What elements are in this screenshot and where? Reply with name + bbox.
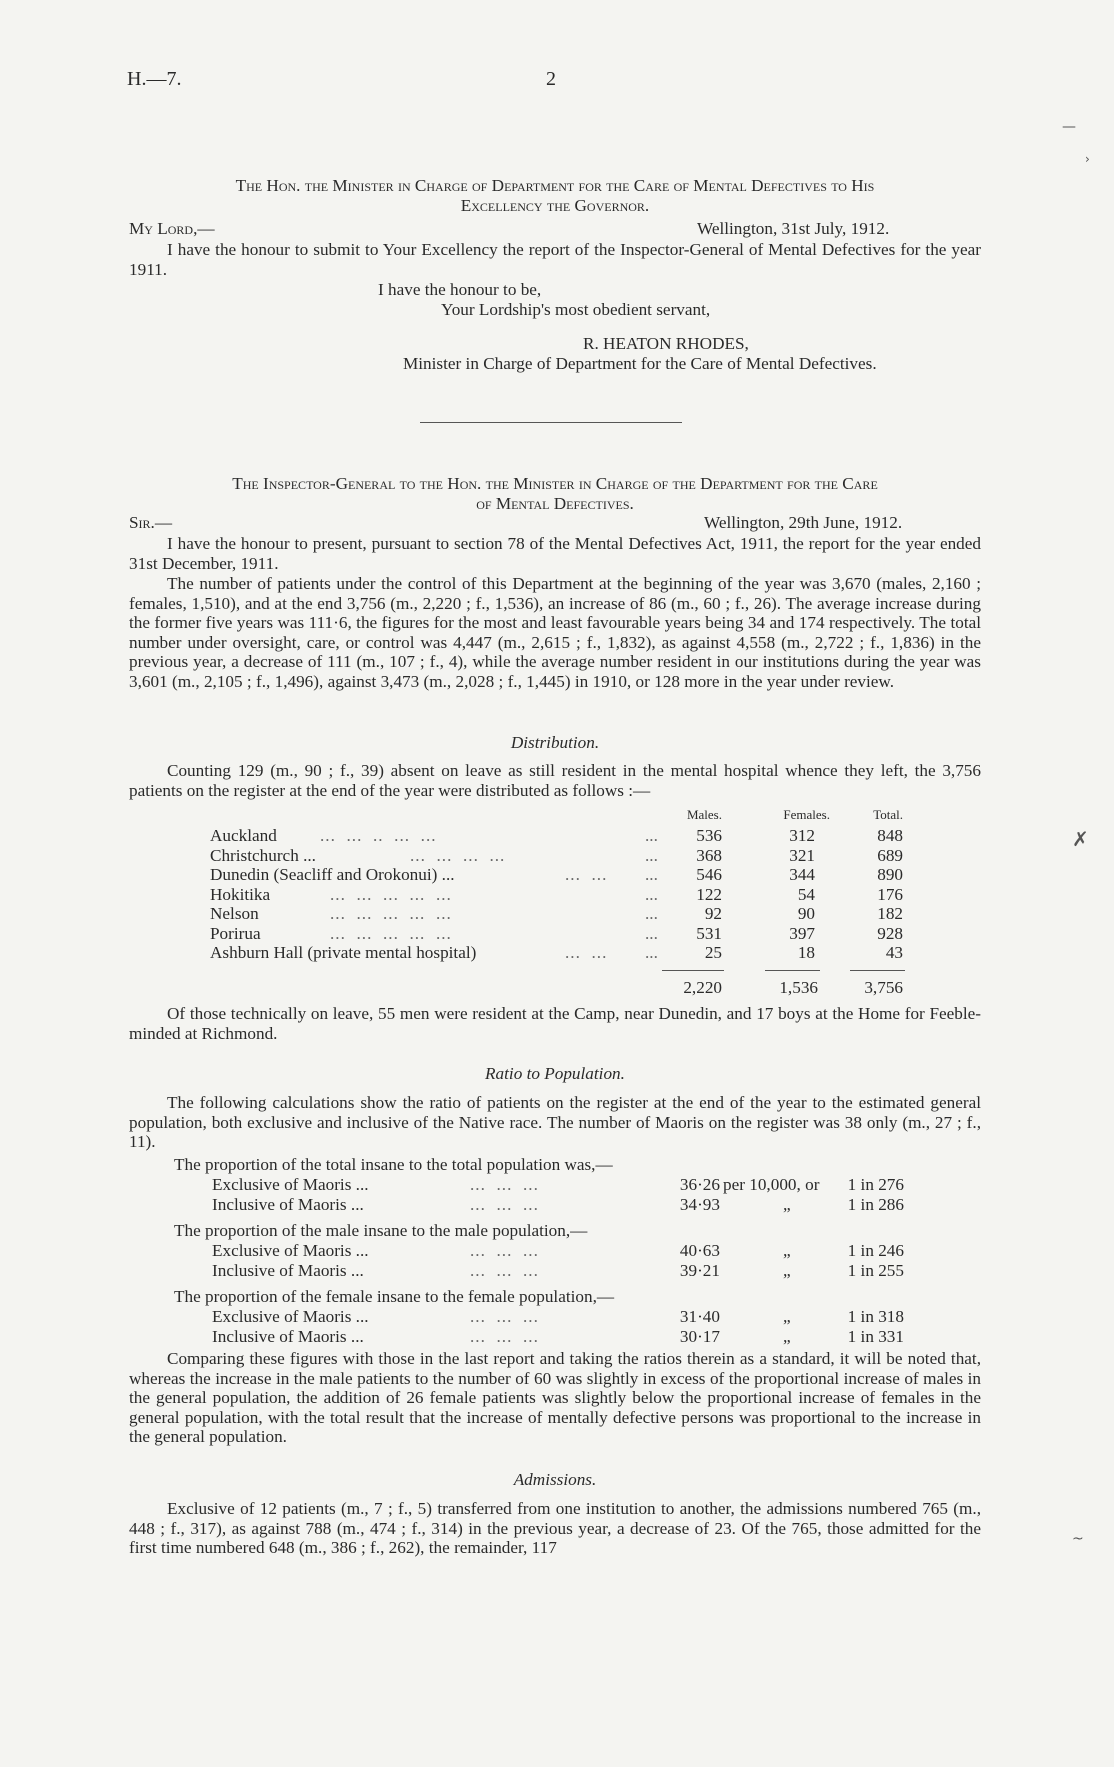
ratio-group-title: The proportion of the female insane to the female population,— xyxy=(174,1287,615,1306)
total-cell: 182 xyxy=(877,904,903,923)
scan-mark: — xyxy=(1062,119,1076,135)
section-heading: Ratio to Population. xyxy=(485,1064,625,1083)
place-date: Wellington, 31st July, 1912. xyxy=(697,219,890,238)
ratio-value: 30·17 xyxy=(679,1327,720,1346)
row-leader: ... xyxy=(645,826,658,845)
females-total: 1,536 xyxy=(779,978,818,997)
males-cell: 536 xyxy=(696,826,722,845)
ratio-per: „ xyxy=(783,1241,791,1260)
row-leader: ... ... ... ... ... xyxy=(330,885,452,904)
ratio-one-in: 1 in 331 xyxy=(847,1327,904,1346)
total-cell: 890 xyxy=(877,865,903,884)
column-header: Females. xyxy=(783,807,830,822)
females-cell: 344 xyxy=(789,865,815,884)
ratio-value: 40·63 xyxy=(679,1241,720,1260)
paragraph: The following calculations show the ratio of patients on the register at the end of the year to the estimated general population, both exclusive and inclusive of the Native race. The number of Maoris on the register was 38 only (m., 27 ; f., 11). xyxy=(129,1093,981,1152)
grand-total: 3,756 xyxy=(864,978,903,997)
ratio-per: per 10,000, or xyxy=(723,1175,820,1194)
males-cell: 368 xyxy=(696,846,722,865)
total-cell: 176 xyxy=(877,885,903,904)
ratio-one-in: 1 in 286 xyxy=(847,1195,904,1214)
ratio-one-in: 1 in 246 xyxy=(847,1241,904,1260)
ratio-one-in: 1 in 318 xyxy=(847,1307,904,1326)
males-cell: 92 xyxy=(704,904,722,923)
place-date: Wellington, 29th June, 1912. xyxy=(704,513,903,532)
ratio-label: Inclusive of Maoris ... xyxy=(212,1195,364,1214)
letter-heading-line: The Inspector-General to the Hon. the Minister in Charge of the Department for the Care xyxy=(232,474,878,493)
ratio-label: Exclusive of Maoris ... xyxy=(212,1307,369,1326)
females-cell: 90 xyxy=(797,904,815,923)
ratio-per: „ xyxy=(783,1307,791,1326)
row-label: Ashburn Hall (private mental hospital) xyxy=(210,943,477,962)
ratio-value: 39·21 xyxy=(679,1261,720,1280)
row-leader: ... ... ... ... ... xyxy=(330,924,452,943)
page-number: 2 xyxy=(546,68,556,90)
row-leader: ... ... ... xyxy=(470,1261,539,1280)
row-leader: ... ... ... xyxy=(470,1175,539,1194)
ratio-per: „ xyxy=(783,1195,791,1214)
males-cell: 531 xyxy=(696,924,722,943)
column-header: Males. xyxy=(686,807,722,822)
ratio-label: Inclusive of Maoris ... xyxy=(212,1261,364,1280)
document-reference: H.—7. xyxy=(127,68,182,90)
row-label: Nelson xyxy=(210,904,259,923)
letter-heading-line: Excellency the Governor. xyxy=(460,195,650,215)
total-rule xyxy=(662,970,724,971)
salutation: Sir.— xyxy=(129,513,173,532)
total-cell: 848 xyxy=(877,826,903,845)
ratio-value: 34·93 xyxy=(679,1195,720,1214)
letter-body: I have the honour to submit to Your Excellency the report of the Inspector-General of Mental Defectives for the year 1911. xyxy=(129,240,981,279)
row-leader: ... ... .. ... ... xyxy=(320,826,437,845)
row-leader: ... xyxy=(645,924,658,943)
row-leader: ... xyxy=(645,943,658,962)
males-cell: 25 xyxy=(704,943,722,962)
ratio-per: „ xyxy=(783,1261,791,1280)
row-label: Dunedin (Seacliff and Orokonui) ... xyxy=(210,865,455,884)
row-leader: ... ... ... ... xyxy=(410,846,506,865)
paragraph: Of those technically on leave, 55 men were resident at the Camp, near Dunedin, and 17 boys at the Home for Feeble-minded at Richmond. xyxy=(129,1004,981,1043)
column-header: Total. xyxy=(873,807,903,822)
section-heading: Admissions. xyxy=(513,1470,597,1489)
letter-heading-line: The Hon. the Minister in Charge of Department for the Care of Mental Defectives to His xyxy=(235,176,875,195)
scan-mark: › xyxy=(1085,152,1090,166)
paragraph: Exclusive of 12 patients (m., 7 ; f., 5) transferred from one institution to another, the admissions numbered 765 (m., 448 ; f., 317), as against 788 (m., 474 ; f., 314) in the previous year, a decrease of 23. Of the 765, those admitted for the first time numbered 648 (m., 386 ; f., 262), the remainder, 117 xyxy=(129,1499,981,1558)
females-cell: 312 xyxy=(789,826,815,845)
ratio-one-in: 1 in 255 xyxy=(847,1261,904,1280)
closing-line: Your Lordship's most obedient servant, xyxy=(441,300,711,319)
paragraph: The number of patients under the control of this Department at the beginning of the year was 3,670 (males, 2,160 ; females, 1,510), and at the end 3,756 (m., 2,220 ; f., 1,536), an increase of 86 (m., 60 ; f., 26). The average increase during the former five years was 111·6, the figures for the most and least favourable years being 34 and 174 respectively. The total number under oversight, care, or control was 4,447 (m., 2,615 ; f., 1,832), as against 4,558 (m., 2,722 ; f., 1,836) in the previous year, a decrease of 111 (m., 107 ; f., 4), while the average number resident in our institutions during the year was 3,601 (m., 2,105 ; f., 1,496), against 3,473 (m., 2,028 ; f., 1,445) in 1910, or 128 more in the year under review. xyxy=(129,574,981,691)
ratio-value: 36·26 xyxy=(679,1175,720,1194)
row-leader: ... ... ... xyxy=(470,1241,539,1260)
letter-heading-line: of Mental Defectives. xyxy=(476,493,634,513)
row-leader: ... ... xyxy=(565,943,608,962)
ratio-group-title: The proportion of the total insane to the total population was,— xyxy=(174,1155,613,1174)
row-leader: ... ... ... xyxy=(470,1307,539,1326)
paragraph: Comparing these figures with those in the last report and taking the ratios therein as a standard, it will be noted that, whereas the increase in the male patients to the number of 60 was slightly in excess of the proportional increase of males in the general population, the addition of 26 female patients was slightly below the proportional increase of females in the general population, with the total result that the increase of mentally defective persons was proportional to the increase in the general population. xyxy=(129,1349,981,1447)
letter-heading xyxy=(80,474,1030,513)
closing-line: I have the honour to be, xyxy=(378,280,542,299)
ratio-per: „ xyxy=(783,1327,791,1346)
row-label: Auckland xyxy=(210,826,277,845)
females-cell: 397 xyxy=(789,924,815,943)
ratio-label: Exclusive of Maoris ... xyxy=(212,1241,369,1260)
ratio-value: 31·40 xyxy=(679,1307,720,1326)
ratio-group-title: The proportion of the male insane to the male population,— xyxy=(174,1221,588,1240)
males-cell: 546 xyxy=(696,865,722,884)
paragraph: I have the honour to present, pursuant to section 78 of the Mental Defectives Act, 1911, the report for the year ended 31st December, 1911. xyxy=(129,534,981,573)
ratio-one-in: 1 in 276 xyxy=(847,1175,904,1194)
total-rule xyxy=(850,970,905,971)
row-label: Porirua xyxy=(210,924,261,943)
total-cell: 689 xyxy=(877,846,903,865)
section-divider xyxy=(420,422,682,423)
row-leader: ... xyxy=(645,885,658,904)
ratio-label: Exclusive of Maoris ... xyxy=(212,1175,369,1194)
females-cell: 321 xyxy=(789,846,815,865)
row-leader: ... ... xyxy=(565,865,608,884)
salutation: My Lord,— xyxy=(129,219,215,238)
section-heading: Distribution. xyxy=(510,733,600,752)
total-cell: 928 xyxy=(877,924,903,943)
males-total: 2,220 xyxy=(683,978,722,997)
row-label: Hokitika xyxy=(210,885,271,904)
row-leader: ... xyxy=(645,846,658,865)
males-cell: 122 xyxy=(696,885,722,904)
row-label: Christchurch ... xyxy=(210,846,316,865)
paragraph: Counting 129 (m., 90 ; f., 39) absent on leave as still resident in the mental hospital whence they left, the 3,756 patients on the register at the end of the year were distributed as follows :— xyxy=(129,761,981,800)
row-leader: ... xyxy=(645,904,658,923)
row-leader: ... ... ... ... ... xyxy=(330,904,452,923)
scan-mark: ✗ xyxy=(1072,827,1089,851)
females-cell: 18 xyxy=(797,943,815,962)
scan-mark: ~ xyxy=(1072,1531,1084,1547)
letter-heading xyxy=(80,176,1030,215)
females-cell: 54 xyxy=(797,885,815,904)
signature-title: Minister in Charge of Department for the Care of Mental Defectives. xyxy=(403,354,877,373)
total-cell: 43 xyxy=(885,943,903,962)
row-leader: ... xyxy=(645,865,658,884)
signature: R. HEATON RHODES, xyxy=(583,334,749,353)
row-leader: ... ... ... xyxy=(470,1327,539,1346)
total-rule xyxy=(765,970,820,971)
ratio-label: Inclusive of Maoris ... xyxy=(212,1327,364,1346)
row-leader: ... ... ... xyxy=(470,1195,539,1214)
